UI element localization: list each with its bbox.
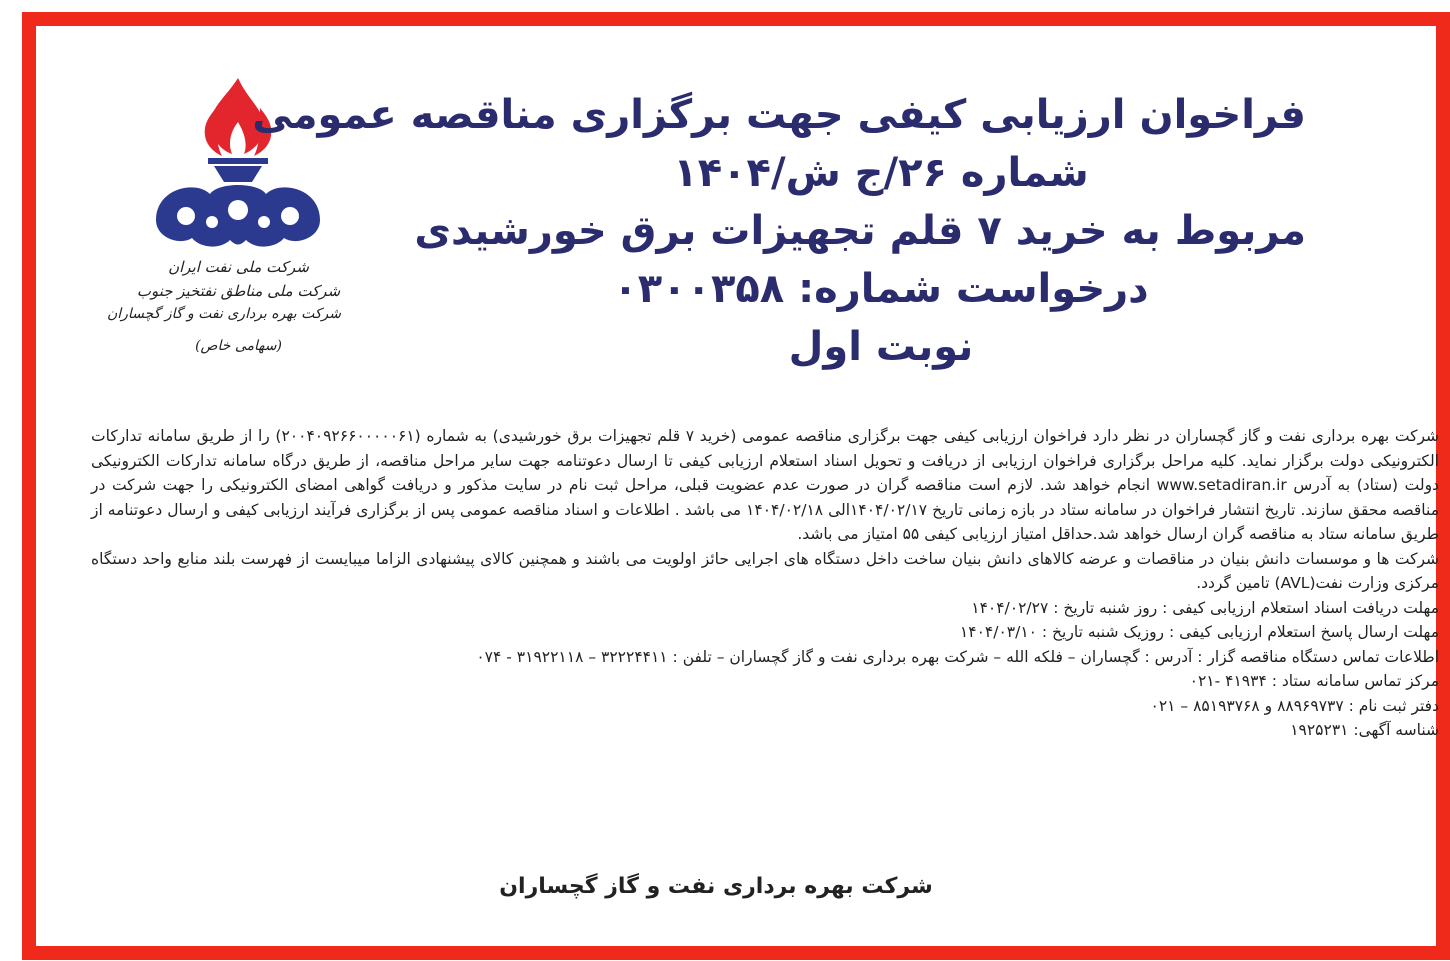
registration-office: دفتر ثبت نام : ۸۸۹۶۹۷۳۷ و ۸۵۱۹۳۷۶۸ – ۰۲۱ xyxy=(1150,696,1439,715)
deadline-receive: مهلت دریافت اسناد استعلام ارزیابی کیفی : روز شنبه تاریخ : ۱۴۰۴/۰۲/۲۷ xyxy=(971,598,1439,617)
contact-info: اطلاعات تماس دستگاه مناقصه گزار : آدرس : گچساران – فلکه الله – شرکت بهره برداری نفت و گاز گچساران – تلفن : ۳۲۲۲۴۴۱۱ – ۳۱۹۲۲۱۱۸ - ۰۷۴ xyxy=(476,647,1439,666)
body-paragraph-2: شرکت ها و موسسات دانش بنیان در مناقصات و عرضه کالاهای دانش بنیان ساخت داخل دستگاه های اجرایی حائز اولویت می باشند و همچنین کالای پیشنهادی الزاما میبایست از فهرست بلند منابع واحد دستگاه مرکزی وزارت نفت(AVL) تامین گردد. xyxy=(91,549,1439,592)
ad-frame xyxy=(22,12,1450,960)
ad-title xyxy=(252,86,1306,376)
body-paragraph-1: شرکت بهره برداری نفت و گاز گچساران در نظر دارد فراخوان ارزیابی کیفی جهت برگزاری مناقصه عمومی (خرید ۷ قلم تجهیزات برق خورشیدی) به شماره (۲۰۰۴۰۹۲۶۶۰۰۰۰۰۶۱) را از طریق سامانه تدارکات الکترونیکی دولت برگزار نماید. کلیه مراحل برگزاری فراخوان ارزیابی از دریافت و تحویل اسناد استعلام ارزیابی کیفی تا ارسال دعوتنامه جهت سایر مراحل مناقصه، از طریق درگاه سامانه تدارکات الکترونیکی دولت (ستاد) به آدرس www.setadiran.ir انجام خواهد شد. لازم است مناقصه گران در صورت عدم عضویت قبلی، مراحل ثبت نام در سایت مذکور و دریافت گواهی امضای الکترونیکی را جهت شرکت در مناقصه محقق سازند. تاریخ انتشار فراخوان در سامانه ستاد در بازه زمانی تاریخ ۱۴۰۴/۰۲/۱۷الی ۱۴۰۴/۰۲/۱۸ می باشد . اطلاعات و اسناد مناقصه عمومی پس از برگزاری فرآیند ارزیابی کیفی و ارسال دعوتنامه از طریق سامانه ستاد به مناقصه گران ارسال خواهد شد.حداقل امتیاز ارزیابی کیفی ۵۵ امتیاز می باشد. xyxy=(91,427,1439,543)
title-line-2: شماره ۲۶/ج ش/۱۴۰۴ xyxy=(673,150,1089,196)
deadline-send: مهلت ارسال پاسخ استعلام ارزیابی کیفی : روزیک شنبه تاریخ : ۱۴۰۴/۰۳/۱۰ xyxy=(959,623,1439,641)
signature: شرکت بهره برداری نفت و گاز گچساران xyxy=(499,874,933,899)
title-line-1: فراخوان ارزیابی کیفی جهت برگزاری مناقصه عمومی xyxy=(252,92,1306,138)
logo-line-3: شرکت بهره برداری نفت و گاز گچساران xyxy=(106,306,341,322)
ad-body xyxy=(91,424,1439,743)
title-line-4: درخواست شماره: ۰۳۰۰۳۵۸ xyxy=(613,266,1149,312)
title-line-5: نوبت اول xyxy=(788,324,974,370)
title-line-3: مربوط به خرید ۷ قلم تجهیزات برق خورشیدی xyxy=(414,208,1306,254)
logo-line-2: شرکت ملی مناطق نفتخیز جنوب xyxy=(136,282,341,300)
setad-center: مرکز تماس سامانه ستاد : ۴۱۹۳۴ -۰۲۱ xyxy=(1189,672,1439,690)
ad-id: شناسه آگهی: ۱۹۲۵۲۳۱ xyxy=(1290,721,1439,739)
logo-line-1: شرکت ملی نفت ایران xyxy=(168,258,309,276)
logo-line-4: (سهامی خاص) xyxy=(195,338,282,354)
